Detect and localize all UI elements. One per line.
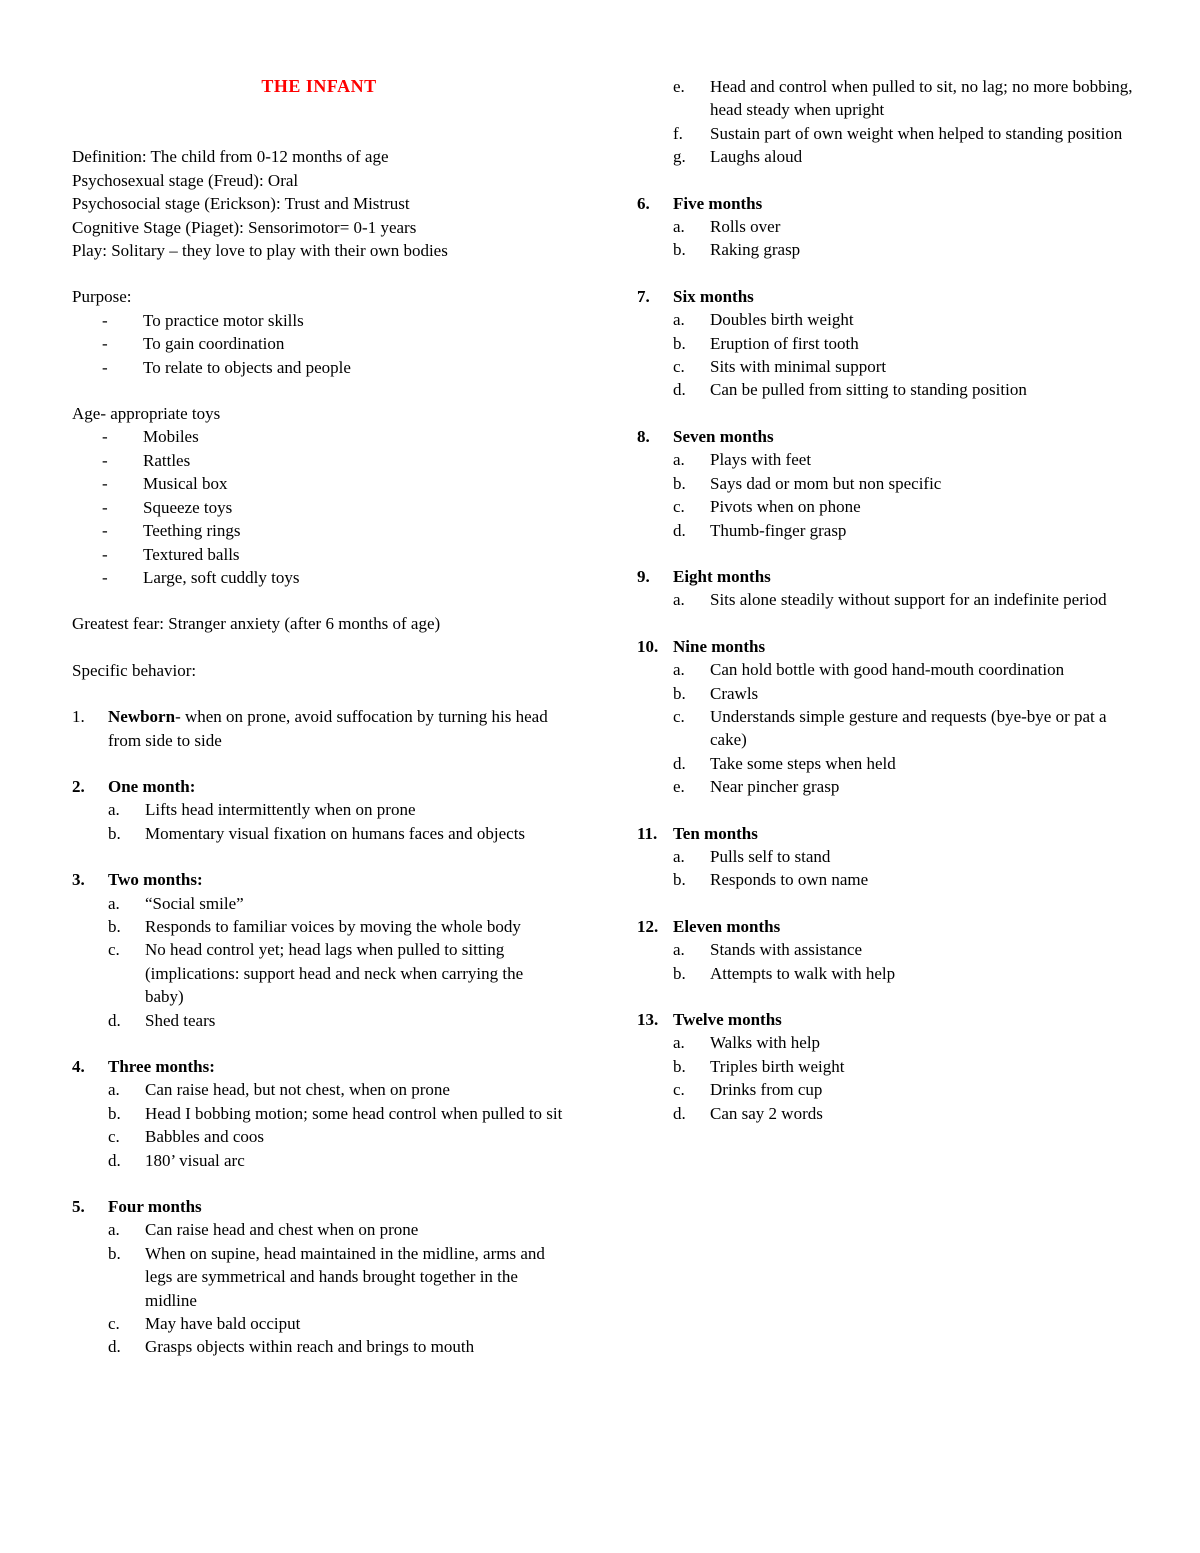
dash-bullet: - (102, 427, 108, 447)
milestone-title: Seven months (673, 426, 774, 446)
milestone-sub-item (72, 1009, 566, 1032)
sub-item-text: Head and control when pulled to sit, no lag; no more bobbing, head steady when upright (710, 77, 1133, 120)
sub-item-letter: c. (108, 1314, 120, 1334)
sub-item-text: Can raise head and chest when on prone (145, 1220, 419, 1240)
sub-item-text: Lifts head intermittently when on prone (145, 800, 416, 820)
toys-list-item (72, 449, 566, 472)
intro-line: Cognitive Stage (Piaget): Sensorimotor= 0-1 years (72, 217, 417, 237)
dash-bullet: - (102, 474, 108, 494)
milestone-sub-list (72, 1078, 566, 1172)
sub-item-letter: d. (673, 520, 686, 540)
sub-item-letter: e. (673, 777, 685, 797)
dash-bullet: - (102, 357, 108, 377)
milestone-sub-list (637, 215, 1135, 262)
toys-section (72, 402, 566, 589)
sub-item-letter: c. (673, 706, 685, 726)
sub-item-text: Can be pulled from sitting to standing position (710, 380, 1027, 400)
sub-item-letter: b. (673, 963, 686, 983)
milestone-sub-item (637, 938, 1135, 961)
greatest-fear-section (72, 612, 566, 635)
sub-item-text: No head control yet; head lags when pulled to sitting (implications: support head and neck when carrying the baby) (145, 940, 524, 1007)
sub-item-text: Sits with minimal support (710, 357, 887, 377)
milestone-number: 13. (637, 1010, 659, 1029)
sub-item-text: Understands simple gesture and requests (bye-bye or pat a cake) (710, 706, 1107, 750)
sub-item-letter: a. (108, 1080, 120, 1100)
milestone-title: Eight months (673, 566, 771, 586)
sub-item-text: Sustain part of own weight when helped to standing position (710, 123, 1123, 143)
milestone-number: 2. (72, 776, 85, 796)
toys-item-text: Musical box (143, 474, 228, 494)
sub-item-letter: c. (673, 1080, 685, 1100)
milestone-sub-item (72, 1335, 566, 1358)
milestone-title: Three months: (108, 1057, 215, 1076)
milestone-heading-row (637, 192, 1135, 215)
milestone-number: 3. (72, 870, 85, 890)
milestone-sub-item (637, 75, 1135, 122)
sub-item-letter: d. (108, 1150, 121, 1170)
milestone-title: Nine months (673, 636, 766, 656)
purpose-list-item (72, 332, 566, 355)
toys-item-text: Mobiles (143, 427, 199, 447)
milestone-sub-item (72, 1125, 566, 1148)
milestone-block (637, 1008, 1135, 1125)
milestone-block (637, 822, 1135, 892)
sub-item-letter: d. (673, 753, 686, 773)
sub-item-letter: b. (673, 870, 686, 890)
milestone-sub-list (637, 588, 1135, 611)
milestone-number: 11. (637, 823, 658, 843)
milestone-sub-list (637, 448, 1135, 542)
purpose-item-text: To practice motor skills (143, 310, 304, 330)
milestone-number: 7. (637, 286, 650, 306)
sub-item-letter: d. (108, 1337, 121, 1357)
milestone-sub-item (72, 1312, 566, 1335)
dash-bullet: - (102, 334, 108, 354)
milestone-title: Four months (108, 1197, 202, 1217)
greatest-fear-text: Greatest fear: Stranger anxiety (after 6 months of age) (72, 614, 441, 634)
sub-item-text: May have bald occiput (145, 1314, 301, 1334)
milestone-sub-item (637, 378, 1135, 401)
milestone-sub-item (72, 938, 566, 1008)
sub-item-letter: d. (673, 380, 686, 400)
milestone-title: Twelve months (673, 1010, 782, 1029)
sub-item-letter: d. (673, 1103, 686, 1123)
milestone-newborn-text (108, 705, 566, 752)
milestone-newborn-rest: - when on prone, avoid suffocation by turning his head from side to side (108, 707, 548, 750)
milestone-newborn-row (72, 705, 566, 752)
milestone-sub-item (637, 752, 1135, 775)
sub-item-letter: a. (673, 217, 685, 237)
sub-item-text: Plays with feet (710, 450, 812, 470)
dash-bullet: - (102, 567, 108, 587)
sub-item-letter: b. (108, 1243, 121, 1263)
milestone-heading-row (637, 1008, 1135, 1031)
milestone-sub-item (637, 705, 1135, 752)
sub-item-letter: a. (108, 1220, 120, 1240)
milestone-sub-item (637, 1078, 1135, 1101)
milestone-newborn-bold: Newborn (108, 707, 176, 727)
milestone-sub-list (637, 845, 1135, 892)
intro-section (72, 145, 566, 262)
sub-item-text: Shed tears (145, 1010, 216, 1030)
sub-item-text: Raking grasp (710, 240, 801, 260)
sub-item-text: “Social smile” (145, 893, 244, 913)
specific-behavior-heading-section (72, 659, 566, 682)
purpose-list (72, 309, 566, 379)
sub-item-letter: a. (673, 1033, 685, 1053)
toys-list-item (72, 519, 566, 542)
milestone-sub-item (72, 1149, 566, 1172)
sub-item-text: Triples birth weight (710, 1056, 845, 1076)
milestone-sub-item (72, 1218, 566, 1241)
milestone-number: 10. (637, 636, 659, 656)
sub-item-letter: c. (108, 1127, 120, 1147)
dash-bullet: - (102, 521, 108, 541)
purpose-section (72, 285, 566, 379)
sub-item-text: Take some steps when held (710, 753, 896, 773)
sub-item-letter: b. (673, 683, 686, 703)
milestone-sub-item (72, 822, 566, 845)
sub-item-letter: a. (673, 846, 685, 866)
milestone-block (637, 285, 1135, 402)
sub-item-text: Responds to familiar voices by moving the whole body (145, 916, 521, 936)
toys-item-text: Rattles (143, 450, 191, 470)
sub-item-letter: c. (673, 357, 685, 377)
sub-item-text: Can hold bottle with good hand-mouth coordination (710, 660, 1065, 680)
sub-item-text: Near pincher grasp (710, 777, 840, 797)
milestone-heading-row (637, 425, 1135, 448)
milestone-sub-item (637, 215, 1135, 238)
milestone-sub-item (72, 1102, 566, 1125)
milestone-sub-item (72, 892, 566, 915)
milestone-title: Ten months (673, 823, 758, 843)
milestone-sub-list (72, 1218, 566, 1358)
milestone-block (637, 635, 1135, 799)
milestone-sub-item (637, 145, 1135, 168)
milestone-sub-item (637, 448, 1135, 471)
sub-item-letter: a. (673, 940, 685, 960)
sub-item-text: Attempts to walk with help (710, 963, 896, 983)
milestone-title: One month: (108, 776, 196, 796)
sub-item-letter: a. (673, 310, 685, 330)
sub-item-letter: b. (673, 333, 686, 353)
sub-item-text: Rolls over (710, 217, 781, 237)
sub-item-text: Thumb-finger grasp (710, 520, 847, 540)
sub-item-letter: b. (673, 473, 686, 493)
sub-item-letter: a. (673, 450, 685, 470)
milestone-block (72, 775, 566, 845)
sub-item-letter: f. (673, 123, 683, 143)
sub-item-text: When on supine, head maintained in the midline, arms and legs are symmetrical and hands brought together in the midline (145, 1243, 545, 1310)
milestone-number: 12. (637, 916, 659, 936)
milestone-sub-item (72, 1078, 566, 1101)
sub-item-letter: a. (108, 893, 120, 913)
milestone-heading-row (637, 635, 1135, 658)
toys-item-text: Teething rings (143, 521, 241, 541)
sub-item-text: Can raise head, but not chest, when on prone (145, 1080, 450, 1100)
sub-item-letter: c. (108, 940, 120, 960)
milestone-block (72, 868, 566, 1032)
milestone-heading-row (637, 822, 1135, 845)
sub-item-letter: a. (108, 800, 120, 820)
milestone-sub-item (637, 868, 1135, 891)
milestone-block (72, 1195, 566, 1359)
milestone-sub-item (72, 915, 566, 938)
milestone-heading-row (637, 915, 1135, 938)
milestone-heading-row (72, 868, 566, 891)
toys-heading: Age- appropriate toys (72, 404, 221, 424)
milestone-sub-item (637, 495, 1135, 518)
milestone-heading-row (637, 565, 1135, 588)
milestone-title: Two months: (108, 870, 203, 890)
purpose-list-item (72, 309, 566, 332)
right-column (637, 46, 1135, 1148)
milestone-number: 6. (637, 193, 650, 213)
sub-item-text: Pulls self to stand (710, 846, 831, 866)
milestone-title: Five months (673, 193, 763, 213)
milestone-heading-row (72, 1055, 566, 1078)
milestone-sub-item (637, 962, 1135, 985)
milestone-sub-item (637, 658, 1135, 681)
right-milestones (637, 192, 1135, 1125)
milestone-sub-item (637, 355, 1135, 378)
sub-item-letter: c. (673, 497, 685, 517)
sub-item-text: Grasps objects within reach and brings to mouth (145, 1337, 475, 1357)
sub-item-letter: a. (673, 660, 685, 680)
sub-item-letter: a. (673, 590, 685, 610)
toys-item-text: Squeeze toys (143, 497, 233, 517)
sub-item-letter: b. (108, 916, 121, 936)
milestone-newborn (72, 705, 566, 752)
document-title: THE INFANT (261, 76, 377, 96)
milestone-number: 1. (72, 707, 85, 727)
toys-list-item (72, 496, 566, 519)
milestone-sub-item (637, 588, 1135, 611)
sub-item-text: Can say 2 words (710, 1103, 823, 1123)
sub-item-text: 180’ visual arc (145, 1150, 245, 1170)
sub-item-text: Laughs aloud (710, 147, 803, 167)
sub-item-letter: g. (673, 147, 686, 167)
toys-list-item (72, 566, 566, 589)
milestone-number: 9. (637, 566, 650, 586)
toys-list-item (72, 472, 566, 495)
milestone-sub-item (637, 332, 1135, 355)
sub-item-text: Crawls (710, 683, 759, 703)
milestone-heading-row (72, 1195, 566, 1218)
sub-item-text: Says dad or mom but non specific (710, 473, 942, 493)
milestone-heading-row (637, 285, 1135, 308)
sub-item-text: Sits alone steadily without support for an indefinite period (710, 590, 1107, 610)
milestone-sub-item (637, 1102, 1135, 1125)
left-column (72, 46, 566, 1382)
sub-item-letter: d. (108, 1010, 121, 1030)
sub-item-text: Head I bobbing motion; some head control when pulled to sit (145, 1103, 563, 1123)
purpose-item-text: To relate to objects and people (143, 357, 351, 377)
intro-line: Psychosocial stage (Erickson): Trust and Mistrust (72, 194, 410, 214)
milestone-sub-item (637, 472, 1135, 495)
sub-item-text: Drinks from cup (710, 1080, 823, 1100)
milestone-sub-item (637, 1055, 1135, 1078)
milestone-sub-item (637, 308, 1135, 331)
milestone-block (637, 565, 1135, 612)
dash-bullet: - (102, 497, 108, 517)
sub-item-text: Eruption of first tooth (710, 333, 859, 353)
purpose-item-text: To gain coordination (143, 334, 285, 354)
left-milestones (72, 775, 566, 1359)
milestone-sub-list (637, 658, 1135, 798)
milestone-title: Six months (673, 286, 754, 306)
intro-line: Psychosexual stage (Freud): Oral (72, 170, 299, 190)
dash-bullet: - (102, 310, 108, 330)
milestone-title: Eleven months (673, 916, 781, 936)
milestone-sub-item (72, 1242, 566, 1312)
four-months-continuation-list (637, 75, 1135, 169)
milestone-sub-item (637, 775, 1135, 798)
milestone-sub-list (72, 798, 566, 845)
milestone-block (637, 425, 1135, 542)
toys-item-text: Textured balls (143, 544, 240, 564)
milestone-sub-item (637, 682, 1135, 705)
sub-item-text: Momentary visual fixation on humans faces and objects (145, 823, 526, 843)
milestone-sub-item (637, 519, 1135, 542)
milestone-sub-list (637, 1031, 1135, 1125)
milestone-sub-item (637, 122, 1135, 145)
milestone-sub-list (637, 938, 1135, 985)
sub-item-text: Pivots when on phone (710, 497, 861, 517)
sub-item-text: Doubles birth weight (710, 310, 854, 330)
milestone-sub-list (637, 308, 1135, 402)
dash-bullet: - (102, 544, 108, 564)
toys-list (72, 425, 566, 589)
sub-item-text: Responds to own name (710, 870, 869, 890)
dash-bullet: - (102, 450, 108, 470)
milestone-number: 8. (637, 426, 650, 446)
milestone-sub-list (72, 892, 566, 1032)
milestone-sub-item (72, 798, 566, 821)
sub-item-letter: e. (673, 77, 685, 96)
two-column-layout (72, 46, 1135, 1382)
milestone-sub-item (637, 238, 1135, 261)
milestone-block (637, 192, 1135, 262)
milestone-block (72, 1055, 566, 1172)
sub-item-text: Babbles and coos (145, 1127, 264, 1147)
toys-list-item (72, 543, 566, 566)
milestone-number: 4. (72, 1057, 85, 1076)
purpose-list-item (72, 356, 566, 379)
intro-line: Play: Solitary – they love to play with their own bodies (72, 241, 448, 261)
sub-item-letter: b. (673, 240, 686, 260)
milestone-sub-item (637, 1031, 1135, 1054)
specific-behavior-heading: Specific behavior: (72, 660, 197, 680)
milestone-block (637, 915, 1135, 985)
sub-item-text: Walks with help (710, 1033, 821, 1053)
toys-item-text: Large, soft cuddly toys (143, 567, 300, 587)
sub-item-text: Stands with assistance (710, 940, 863, 960)
sub-item-letter: b. (673, 1056, 686, 1076)
toys-list-item (72, 425, 566, 448)
sub-item-letter: b. (108, 823, 121, 843)
intro-line: Definition: The child from 0-12 months of age (72, 147, 389, 167)
sub-item-letter: b. (108, 1103, 121, 1123)
milestone-heading-row (72, 775, 566, 798)
purpose-heading: Purpose: (72, 287, 132, 307)
milestone-number: 5. (72, 1197, 85, 1217)
milestone-sub-item (637, 845, 1135, 868)
